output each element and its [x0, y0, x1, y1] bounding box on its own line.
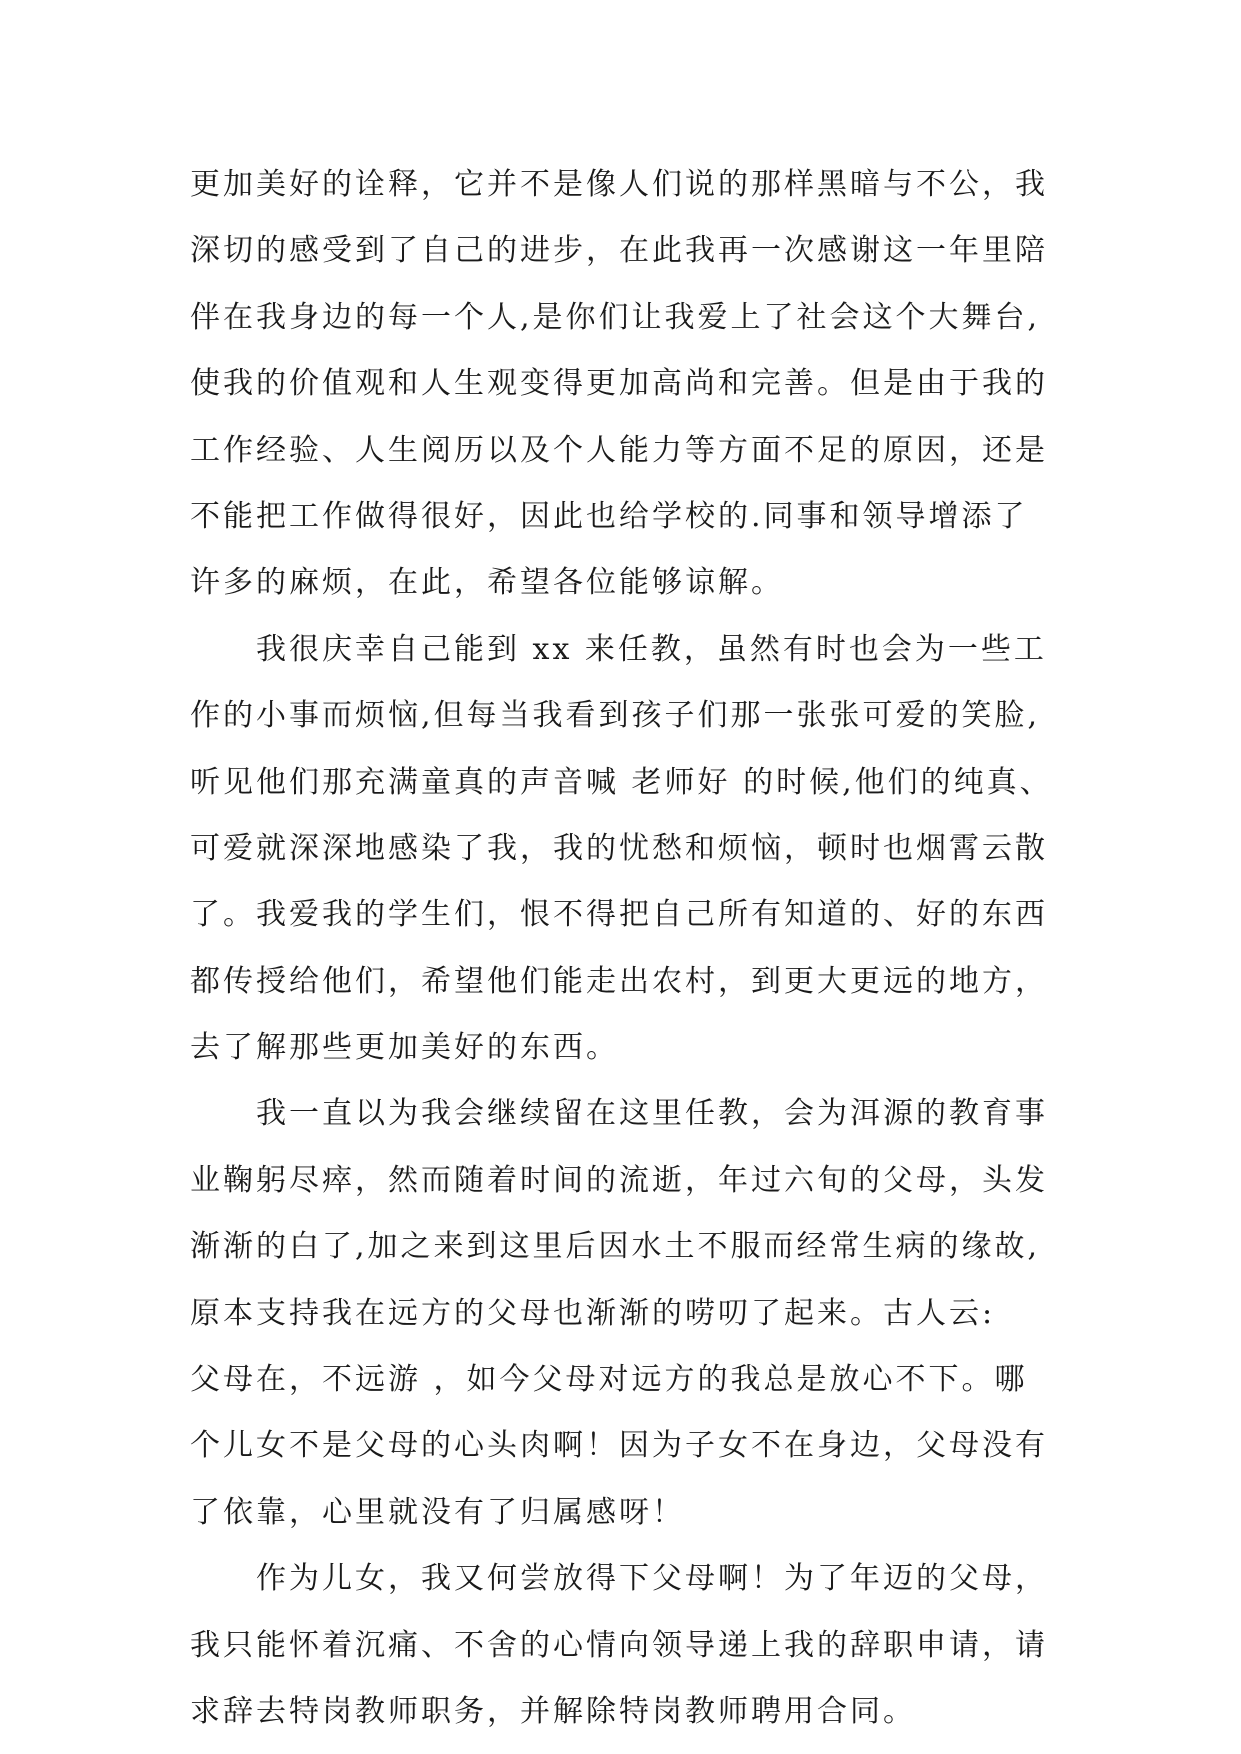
text-line: 求辞去特岗教师职务，并解除特岗教师聘用合同。: [190, 1693, 916, 1729]
text-line: 可爱就深深地感染了我，我的忧愁和烦恼，顿时也烟霄云散: [190, 830, 1048, 866]
text-line: 许多的麻烦，在此，希望各位能够谅解。: [190, 565, 784, 601]
text-line: 深切的感受到了自己的进步，在此我再一次感谢这一年里陪: [190, 233, 1048, 269]
paragraph-start-line: 我很庆幸自己能到 xx 来任教，虽然有时也会为一些工: [256, 631, 1047, 667]
text-line: 了依靠，心里就没有了归属感呀！: [190, 1494, 685, 1530]
text-line: 原本支持我在远方的父母也渐渐的唠叨了起来。古人云:: [190, 1295, 996, 1331]
paragraph-start-line: 我一直以为我会继续留在这里任教，会为洱源的教育事: [256, 1096, 1048, 1132]
text-line: 都传授给他们，希望他们能走出农村，到更大更远的地方，: [190, 963, 1048, 999]
text-line: 更加美好的诠释，它并不是像人们说的那样黑暗与不公，我: [190, 167, 1048, 202]
text-line: 业鞠躬尽瘁，然而随着时间的流逝，年过六旬的父母，头发: [190, 1162, 1048, 1198]
text-line: 作的小事而烦恼,但每当我看到孩子们那一张张可爱的笑脸,: [190, 698, 1041, 734]
text-line: 我只能怀着沉痛、不舍的心情向领导递上我的辞职申请，请: [190, 1627, 1048, 1663]
text-line: 听见他们那充满童真的声音喊 老师好 的时候,他们的纯真、: [190, 764, 1053, 800]
text-line: 使我的价值观和人生观变得更加高尚和完善。但是由于我的: [190, 366, 1048, 402]
text-line: 渐渐的白了,加之来到这里后因水土不服而经常生病的缘故,: [190, 1229, 1041, 1265]
text-line: 去了解那些更加美好的东西。: [190, 1030, 619, 1066]
text-line: 父母在，不远游 ，如今父母对远方的我总是放心不下。哪: [190, 1362, 1028, 1398]
body-text: [190, 152, 1080, 1745]
paragraph-start-line: 作为儿女，我又何尝放得下父母啊！为了年迈的父母，: [256, 1561, 1048, 1597]
text-line: 个儿女不是父母的心头肉啊！因为子女不在身边，父母没有: [190, 1428, 1048, 1464]
text-line: 工作经验、人生阅历以及个人能力等方面不足的原因，还是: [190, 432, 1048, 468]
text-line: 不能把工作做得很好，因此也给学校的.同事和领导增添了: [190, 498, 1028, 534]
text-line: 了。我爱我的学生们，恨不得把自己所有知道的、好的东西: [190, 897, 1048, 933]
text-line: 伴在我身边的每一个人,是你们让我爱上了社会这个大舞台,: [190, 299, 1041, 335]
